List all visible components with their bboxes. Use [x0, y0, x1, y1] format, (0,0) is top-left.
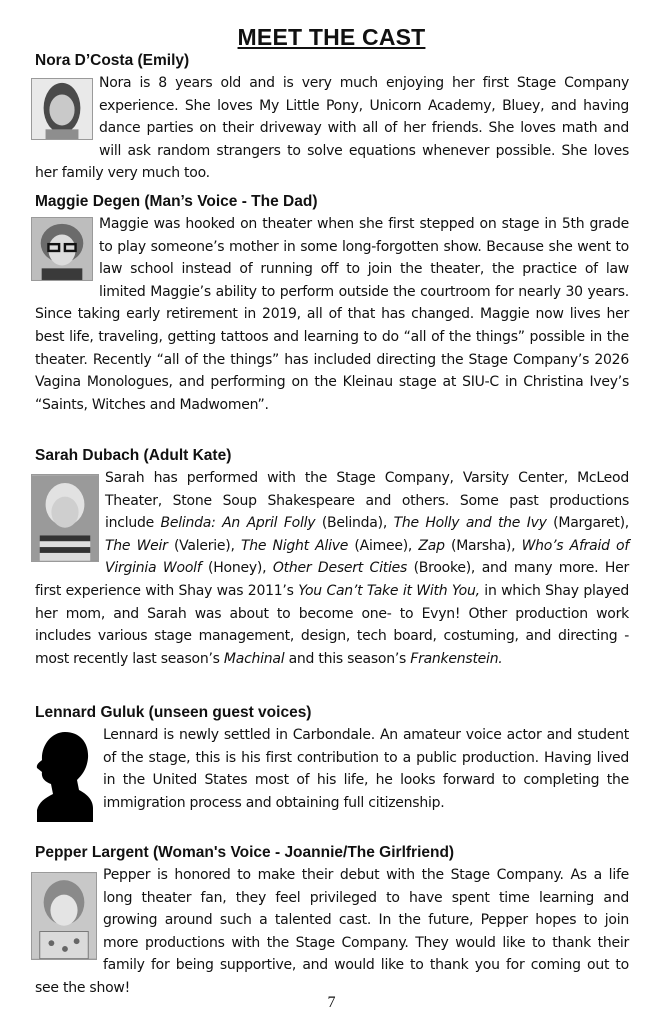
cast-entry-lennard [35, 702, 629, 822]
portrait-icon [32, 475, 98, 561]
cast-entry-sarah [35, 445, 629, 670]
cast-bio: Maggie was hooked on theater when she first stepped on stage in 5th grade to play someone’s mother in some long-forgotten show. Because she went to law school instead of running off to join the theater, the practice of law limited Maggie’s ability to perform outside the courtroom for nearly 30 years. Since taking early retirement in 2019, all of that has changed. Maggie now lives her best life, traveling, getting tattoos and learning to do “all of the things” possible in the theater. Recently “all of the things” has included directing the Stage Company’s 2026 Vagina Monologues, and performing on the Kleinau stage at SIU-C in Christina Ivey’s “Saints, Witches and Madwomen”. [35, 216, 629, 413]
cast-entry-maggie [35, 191, 629, 416]
cast-name: Pepper Largent (Woman's Voice - Joannie/The Girlfriend) [35, 844, 455, 861]
silhouette-icon [31, 728, 97, 822]
portrait-icon [32, 873, 96, 959]
cast-entry-pepper [35, 842, 629, 1000]
portrait-icon [32, 79, 92, 139]
cast-name: Sarah Dubach (Adult Kate) [35, 447, 232, 464]
cast-name: Lennard Guluk (unseen guest voices) [35, 704, 312, 721]
cast-bio: Lennard is newly settled in Carbondale. An amateur voice actor and student of the stage, this is his first contribution to a public production. Having lived in the United States most of his life, he looks forward to completing the immigration process and obtaining full citizenship. [103, 727, 629, 811]
cast-name: Nora D’Costa (Emily) [35, 52, 190, 69]
silhouette-photo-lennard [31, 728, 97, 822]
headshot-photo-sarah [31, 474, 99, 562]
page-title: MEET THE CAST [237, 24, 426, 50]
cast-bio: Sarah has performed with the Stage Company, Varsity Center, McLeod Theater, Stone Soup Shakespeare and others. Some past productions include Belinda: An April Folly (Belinda), The Holly and the Ivy (Margaret), The Weir (Valerie), The Night Alive (Aimee), Zap (Marsha), Who’s Afraid of Virginia Woolf (Honey), Other Desert Cities (Brooke), and many more. Her first experience with Shay was 2011’s You Can’t Take it With You, in which Shay played her mom, and Sarah was about to become one- to Evyn! Other production work includes various stage management, design, tech board, costuming, and directing - most recently last season’s Machinal and this season’s Frankenstein. [35, 470, 630, 667]
cast-bio: Pepper is honored to make their debut with the Stage Company. As a life long theater fan, they feel privileged to have spent time learning and growing around such a talented cast. In the future, Pepper hopes to join more productions with the Stage Company. They would like to thank their family for being supportive, and would like to thank you for coming out to see the show! [35, 867, 629, 996]
cast-bio: Nora is 8 years old and is very much enjoying her first Stage Company experience. She loves My Little Pony, Unicorn Academy, Bluey, and having dance parties on their driveway with all of her friends. She loves math and will ask random strangers to solve equations whenever possible. She loves her family very much too. [35, 75, 629, 182]
cast-name: Maggie Degen (Man’s Voice - The Dad) [35, 193, 318, 210]
headshot-photo-nora [31, 78, 93, 140]
headshot-photo-pepper [31, 872, 97, 960]
portrait-icon [32, 218, 92, 280]
cast-entry-nora [35, 50, 629, 185]
page-number: 7 [327, 994, 336, 1011]
headshot-photo-maggie [31, 217, 93, 281]
